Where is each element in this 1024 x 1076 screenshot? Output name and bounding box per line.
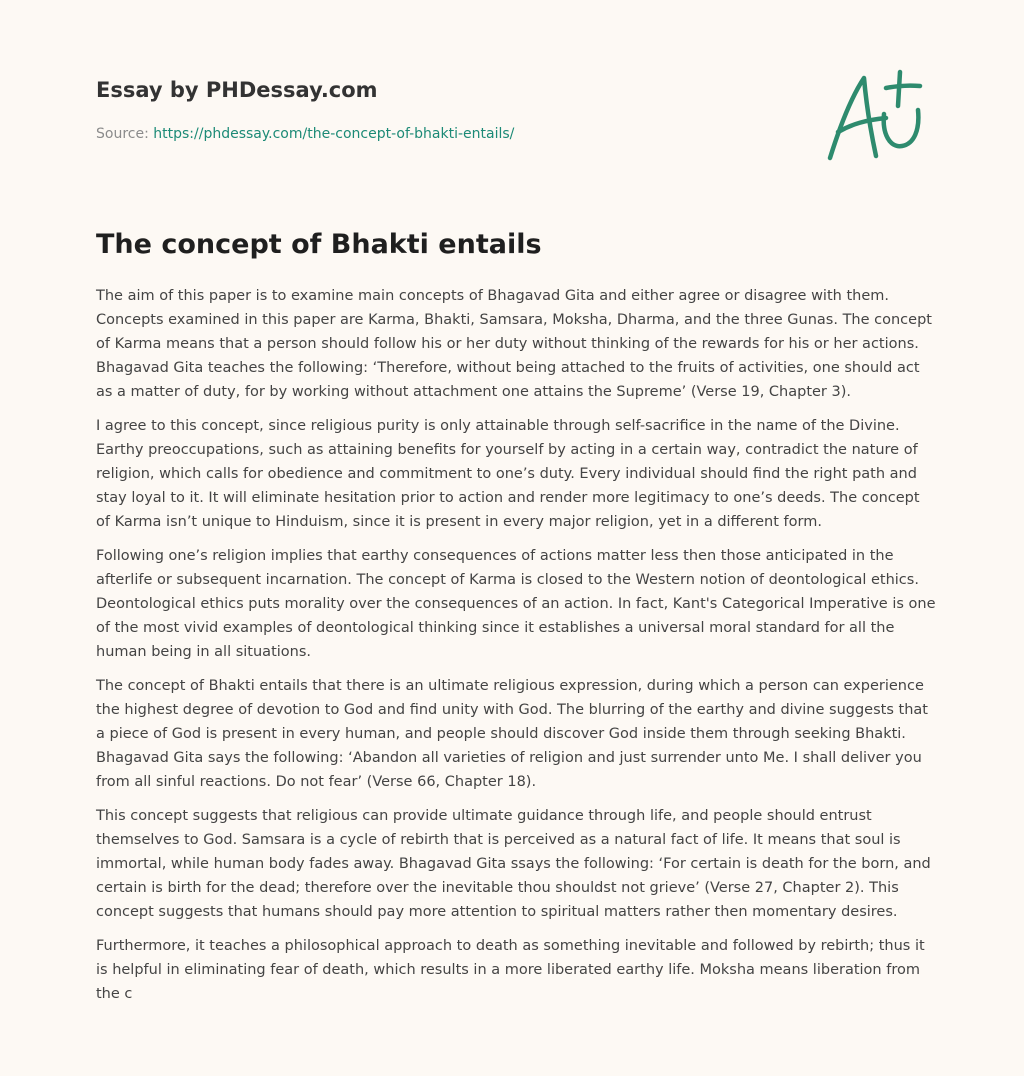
essay-body bbox=[96, 284, 936, 1016]
source-label: Source: bbox=[96, 126, 154, 142]
essay-title: The concept of Bhakti entails bbox=[96, 229, 542, 260]
a-plus-logo-icon bbox=[820, 66, 930, 166]
essay-paragraph: Furthermore, it teaches a philosophical approach to death as something inevitable and followed by rebirth; thus it is helpful in eliminating fear of death, which results in a more liberated earthy life. Moksha means liberation from the c bbox=[96, 938, 925, 1002]
essay-paragraph: Following one’s religion implies that earthy consequences of actions matter less then those anticipated in the afterlife or subsequent incarnation. The concept of Karma is closed to the Western notion of deontological ethics. Deontological ethics puts morality over the consequences of an action. In fact, Kant's Categorical Imperative is one of the most vivid examples of deontological thinking since it establishes a universal moral standard for all the human being in all situations. bbox=[96, 548, 936, 660]
essay-paragraph: The concept of Bhakti entails that there is an ultimate religious expression, during which a person can experience the highest degree of devotion to God and find unity with God. The blurring of the earthy and divine suggests that a piece of God is present in every human, and people should discover God inside them through seeking Bhakti. Bhagavad Gita says the following: ‘Abandon all varieties of religion and just surrender unto Me. I shall deliver you from all sinful reactions. Do not fear’ (Verse 66, Chapter 18). bbox=[96, 678, 928, 790]
site-title: Essay by PHDessay.com bbox=[96, 78, 378, 102]
source-link[interactable]: https://phdessay.com/the-concept-of-bhakti-entails/ bbox=[153, 126, 515, 142]
source-line bbox=[96, 124, 796, 144]
essay-paragraph: I agree to this concept, since religious purity is only attainable through self-sacrifice in the name of the Divine. Earthy preoccupations, such as attaining benefits for yourself by acting in a certain way, contradict the nature of religion, which calls for obedience and commitment to one’s duty. Every individual should find the right path and stay loyal to it. It will eliminate hesitation prior to action and render more legitimacy to one’s deeds. The concept of Karma isn’t unique to Hinduism, since it is present in every major religion, yet in a different form. bbox=[96, 418, 920, 530]
essay-paragraph: This concept suggests that religious can provide ultimate guidance through life, and people should entrust themselves to God. Samsara is a cycle of rebirth that is perceived as a natural fact of life. It means that soul is immortal, while human body fades away. Bhagavad Gita ssays the following: ‘For certain is death for the born, and certain is birth for the dead; therefore over the inevitable thou shouldst not grieve’ (Verse 27, Chapter 2). This concept suggests that humans should pay more attention to spiritual matters rather then momentary desires. bbox=[96, 808, 931, 920]
page-header bbox=[96, 74, 796, 144]
essay-paragraph: The aim of this paper is to examine main concepts of Bhagavad Gita and either agree or disagree with them. Concepts examined in this paper are Karma, Bhakti, Samsara, Moksha, Dharma, and the three Gunas. The concept of Karma means that a person should follow his or her duty without thinking of the rewards for his or her actions. Bhagavad Gita teaches the following: ‘Therefore, without being attached to the fruits of activities, one should act as a matter of duty, for by working without attachment one attains the Supreme’ (Verse 19, Chapter 3). bbox=[96, 288, 932, 400]
